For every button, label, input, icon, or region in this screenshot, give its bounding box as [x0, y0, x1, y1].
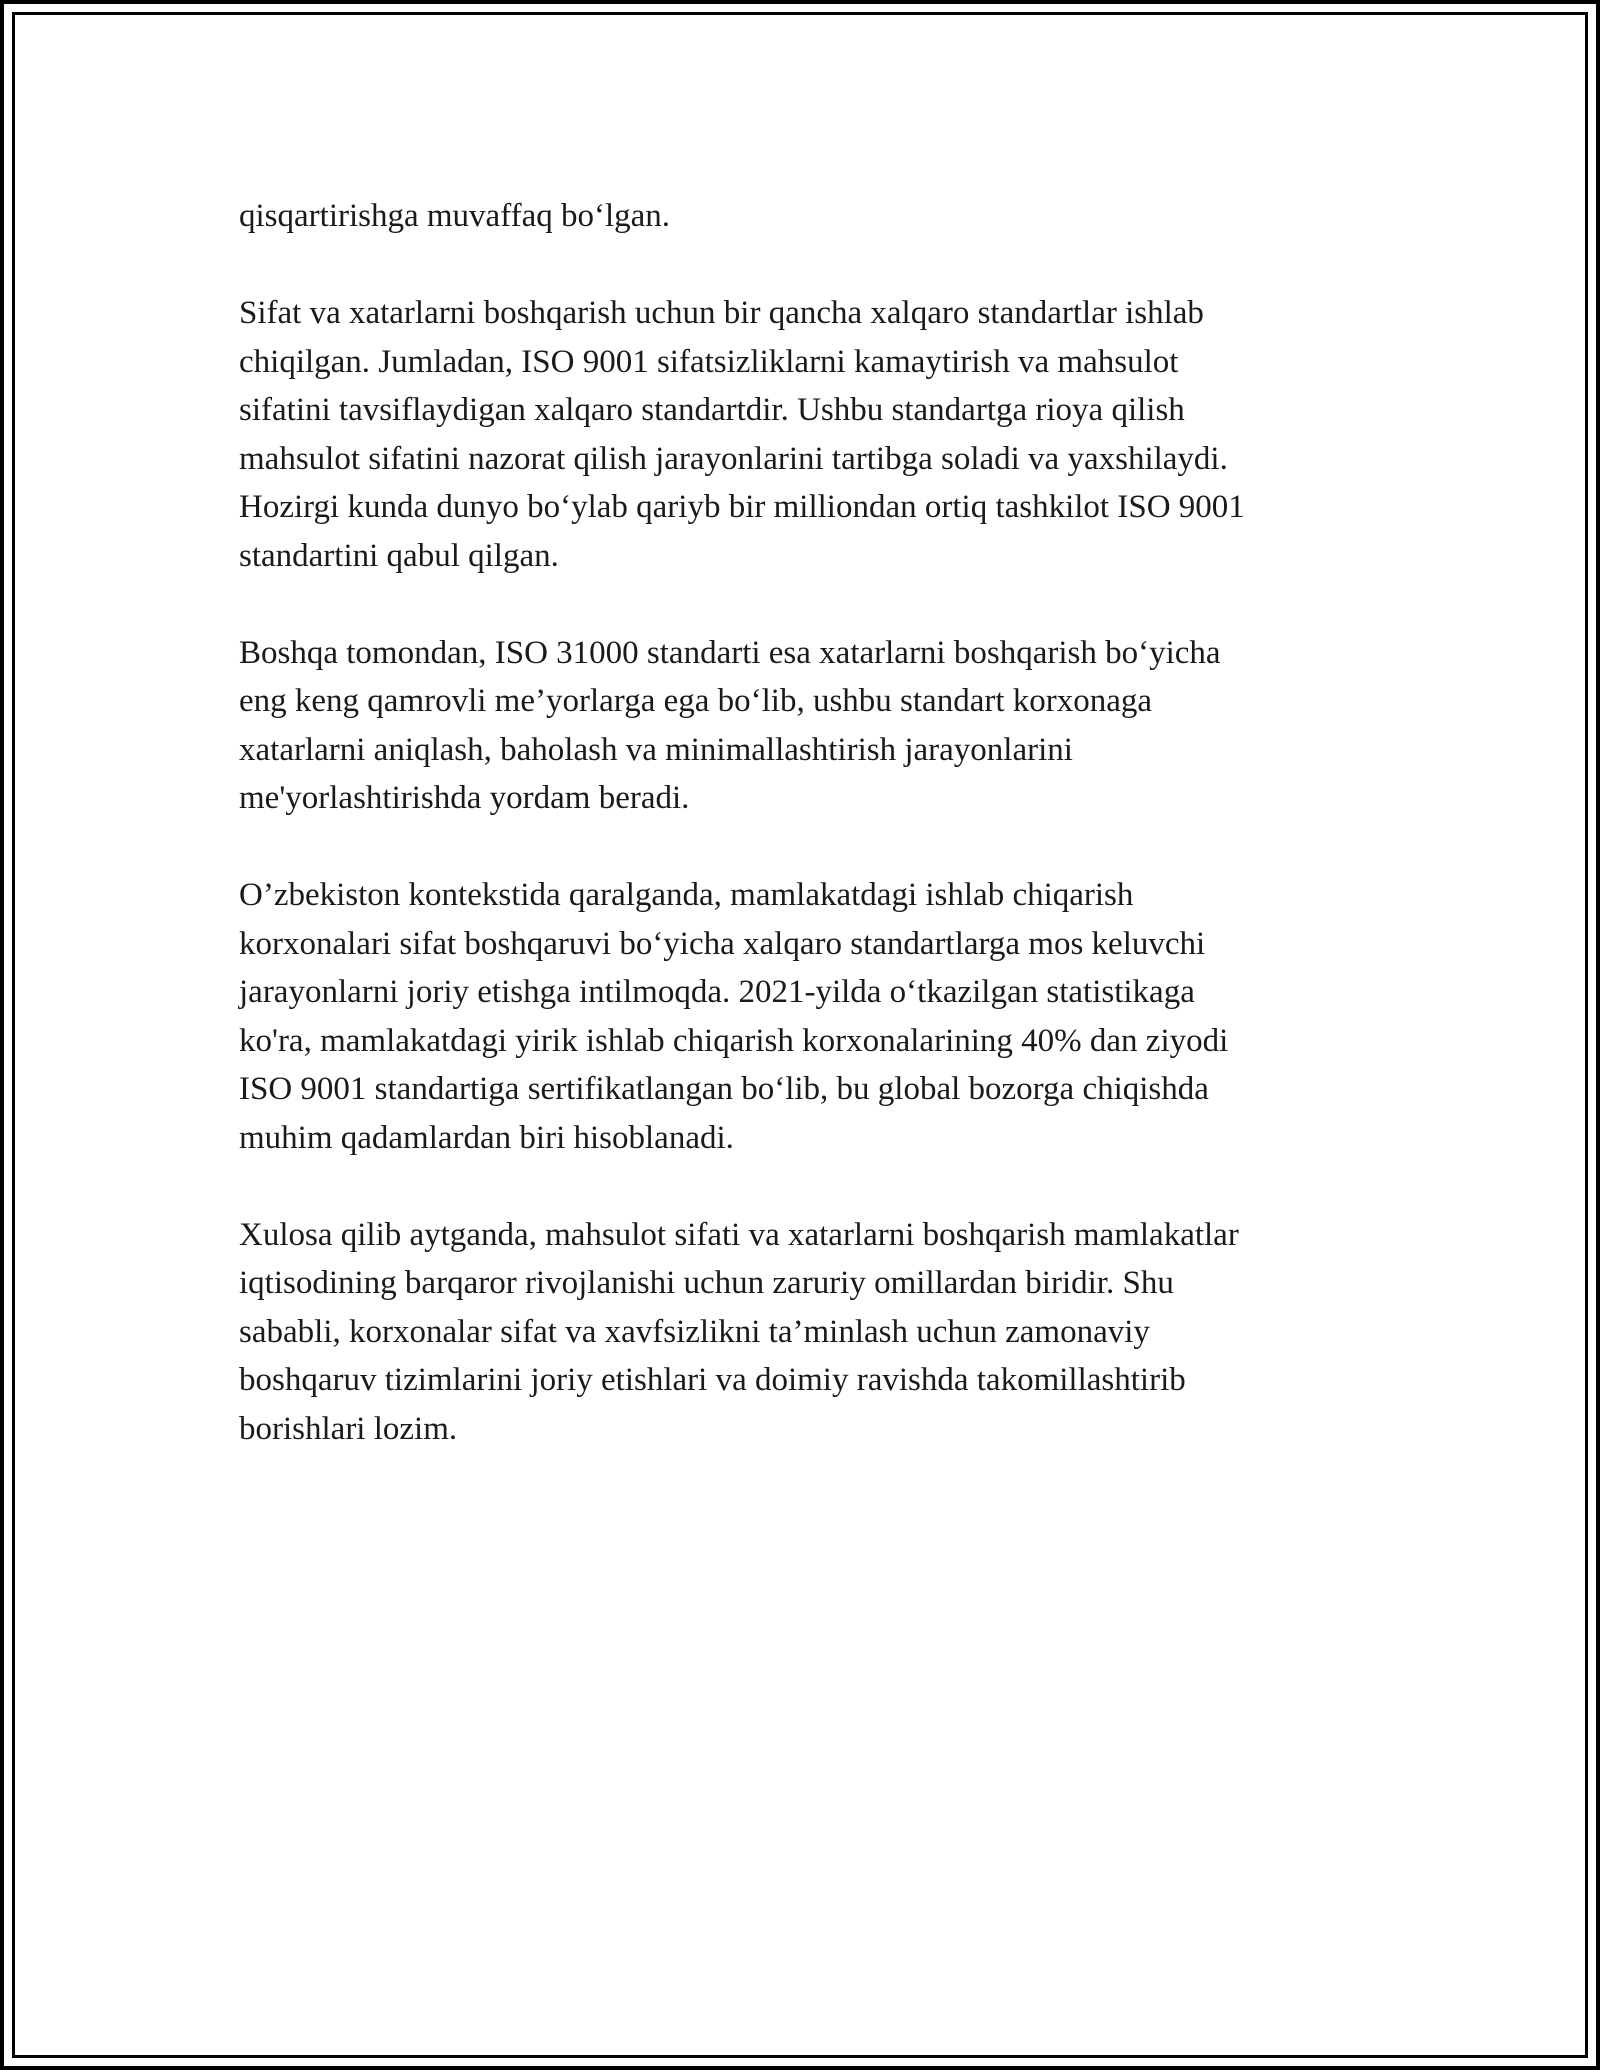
paragraph-uzbekistan-context: O’zbekiston kontekstida qaralganda, mamlakatdagi ishlab chiqarish korxonalari sifat boshqaruvi bo‘yicha xalqaro standartlarga mos keluvchi jarayonlarni joriy etishga intilmoqda. 2021-yilda o‘tkazilgan statistikaga ko'ra, mamlakatdagi yirik ishlab chiqarish korxonalarining 40% dan ziyodi ISO 9001 standartiga sertifikatlangan bo‘lib, bu global bozorga chiqishda muhim qadamlardan biri hisoblanadi.	[239, 877, 1229, 1156]
paragraph-continuation: qisqartirishga muvaffaq bo‘lgan.	[239, 198, 671, 234]
paragraph-iso-31000: Boshqa tomondan, ISO 31000 standarti esa xatarlarni boshqarish bo‘yicha eng keng qamrovli me’yorlarga ega bo‘lib, ushbu standart korxonaga xatarlarni aniqlash, baholash va minimallashtirish jarayonlarini me'yorlashtirishda yordam beradi.	[239, 634, 1221, 816]
paragraph-iso-9001: Sifat va xatarlarni boshqarish uchun bir qancha xalqaro standartlar ishlab chiqilgan. Jumladan, ISO 9001 sifatsizliklarni kamaytirish va mahsulot sifatini tavsiflaydigan xalqaro standartdir. Ushbu standartga rioya qilish mahsulot sifatini nazorat qilish jarayonlarini tartibga soladi va yaxshilaydi. Hozirgi kunda dunyo bo‘ylab qariyb bir milliondan ortiq tashkilot ISO 9001 standartini qabul qilgan.	[239, 295, 1245, 574]
paragraph-conclusion: Xulosa qilib aytganda, mahsulot sifati va xatarlarni boshqarish mamlakatlar iqtisodining barqaror rivojlanishi uchun zaruriy omillardan biridir. Shu sababli, korxonalar sifat va xavfsizlikni ta’minlash uchun zamonaviy boshqaruv tizimlarini joriy etishlari va doimiy ravishda takomillashtirib borishlari lozim.	[239, 1216, 1239, 1447]
document-body	[239, 192, 1369, 1502]
